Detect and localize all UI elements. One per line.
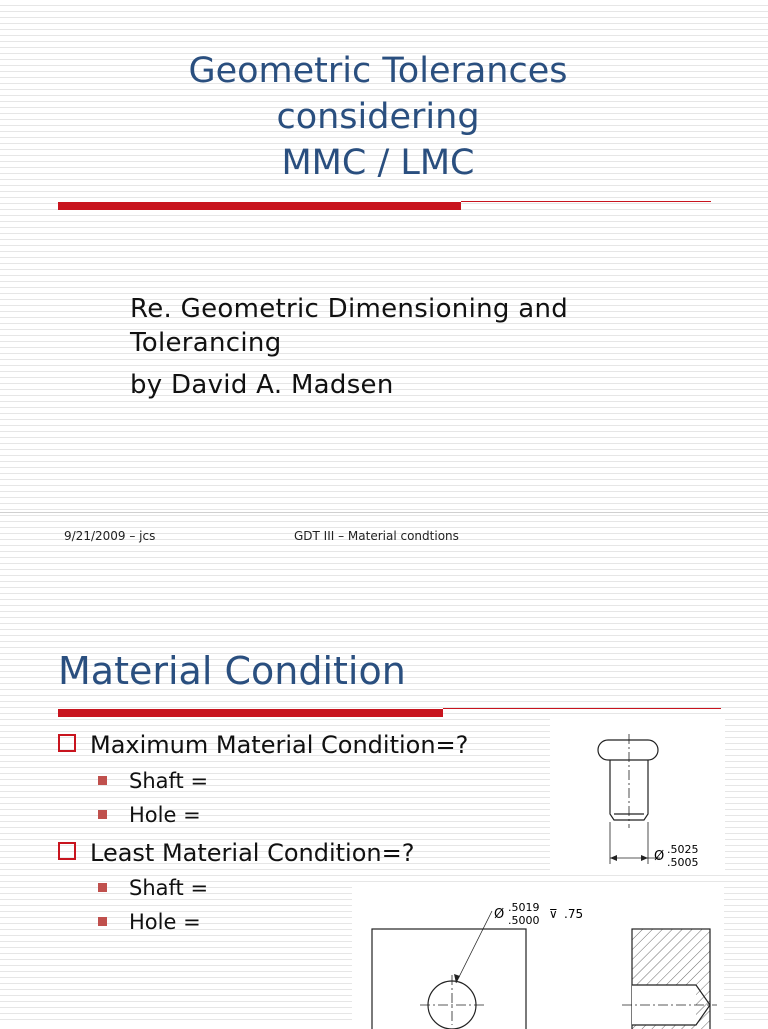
arrow-right <box>641 855 648 861</box>
subtitle-author: by David A. Madsen <box>130 370 394 400</box>
shaft-drawing-svg <box>550 718 725 873</box>
dim-lower: .5005 <box>667 856 699 869</box>
subtitle <box>130 292 690 410</box>
sub-bullet-label: Hole = <box>129 803 201 827</box>
shaft-drawing <box>550 718 725 873</box>
leader-line <box>456 911 492 983</box>
depth-value: .75 <box>564 907 584 921</box>
title-rule-thick <box>58 202 461 210</box>
footer-title: GDT III – Material condtions <box>294 529 459 543</box>
bullet-lmc <box>58 839 414 867</box>
title-line-1: Geometric Tolerances <box>188 51 568 91</box>
dim-lower: .5000 <box>508 914 540 927</box>
dim-upper: .5025 <box>667 843 699 856</box>
depth-symbol-icon: ⊽ <box>549 907 558 921</box>
diameter-symbol: Ø <box>494 907 505 922</box>
sub-bullet-lmc-hole <box>98 910 201 934</box>
title-rule-thick <box>58 709 443 717</box>
title-rule-thin <box>443 708 721 709</box>
arrow-left <box>610 855 617 861</box>
square-bullet-icon <box>98 810 107 819</box>
slide-title <box>0 48 756 186</box>
square-bullet-icon <box>98 883 107 892</box>
sub-bullet-lmc-shaft <box>98 876 208 900</box>
square-bullet-icon <box>98 776 107 785</box>
title-rule-thin <box>461 201 711 202</box>
sub-bullet-mmc-hole <box>98 803 201 827</box>
dim-upper: .5019 <box>508 901 540 914</box>
bullet-mmc <box>58 731 468 759</box>
sub-bullet-mmc-shaft <box>98 769 208 793</box>
square-bullet-icon <box>98 917 107 926</box>
plate-front-view <box>372 929 526 1029</box>
bullet-label: Maximum Material Condition=? <box>90 731 469 759</box>
slide-title: Material Condition <box>58 649 406 693</box>
hole-drawing <box>352 883 724 1025</box>
title-line-2: considering <box>276 97 480 137</box>
bullet-label: Least Material Condition=? <box>90 839 415 867</box>
title-line-3: MMC / LMC <box>281 143 475 183</box>
footer-date: 9/21/2009 – jcs <box>64 529 156 543</box>
sub-bullet-label: Hole = <box>129 910 201 934</box>
hollow-square-bullet-icon <box>58 734 76 752</box>
subtitle-reference: Re. Geometric Dimensioning and Tolerancing <box>130 294 569 358</box>
content-slide <box>0 512 768 1024</box>
sub-bullet-label: Shaft = <box>129 876 209 900</box>
hollow-square-bullet-icon <box>58 842 76 860</box>
shaft-head <box>598 740 658 760</box>
sub-bullet-label: Shaft = <box>129 769 209 793</box>
diameter-symbol: Ø <box>654 849 665 864</box>
